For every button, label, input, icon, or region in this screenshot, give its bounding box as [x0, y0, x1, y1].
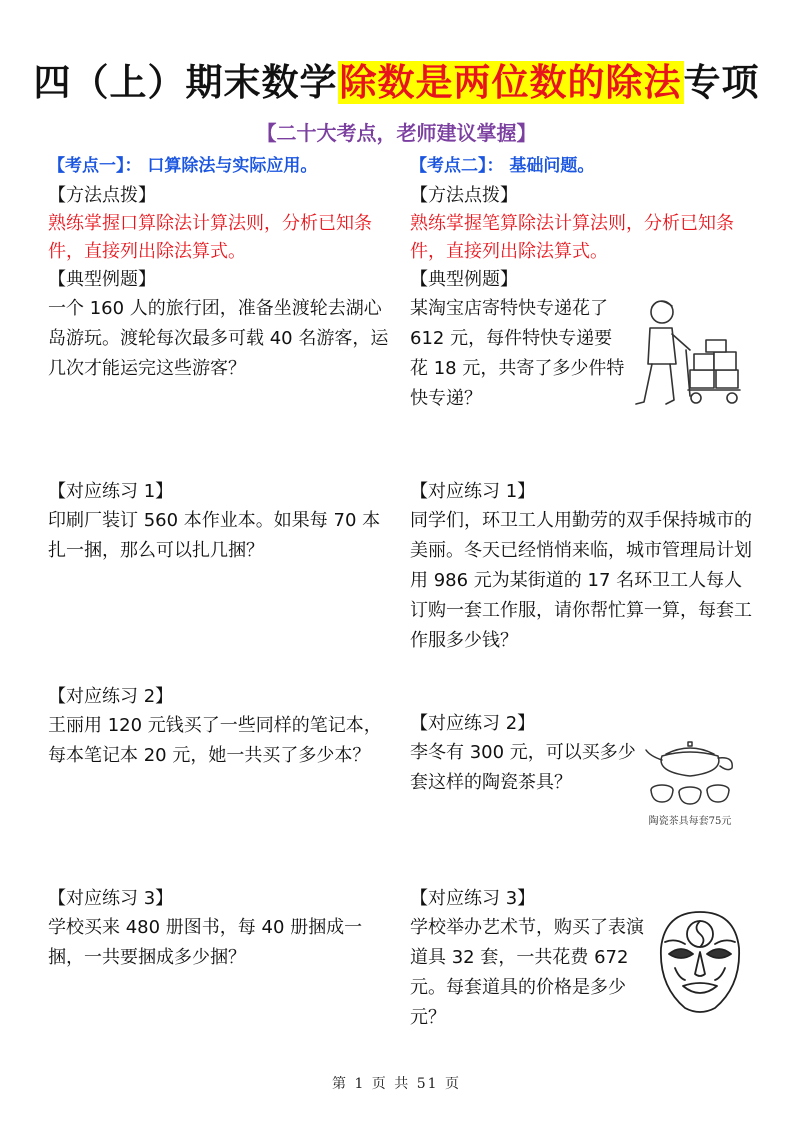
right-method-text: 熟练掌握笔算除法计算法则，分析已知条件，直接列出除法算式。	[410, 213, 734, 262]
left-ex2-text: 王丽用 120 元钱买了一些同样的笔记本，每本笔记本 20 元，她一共买了多少本？	[48, 715, 382, 766]
title-part2: 专项	[683, 61, 760, 104]
right-example-text: 某淘宝店寄特快专递花了 612 元，每件特快专递要花 18 元，共寄了多少件特快专递？	[410, 298, 625, 409]
right-ex1-text: 同学们，环卫工人用勤劳的双手保持城市的美丽。冬天已经悄悄来临，城市管理局计划用 986 元为某街道的 17 名环卫工人每人订购一套工作服，请你帮忙算一算，每套工作服多少钱？	[410, 510, 752, 651]
right-example-label: 【典型例题】	[410, 269, 518, 290]
left-example-text: 一个 160 人的旅行团，准备坐渡轮去湖心岛游玩。渡轮每次最多可载 40 名游客，运几次才能运完这些游客？	[48, 298, 389, 379]
left-ex1-text: 印刷厂装订 560 本作业本。如果每 70 本扎一捆，那么可以扎几捆？	[48, 510, 381, 561]
left-point-heading: 【考点一】： 口算除法与实际应用。	[48, 156, 318, 176]
right-ex1-label: 【对应练习 1】	[410, 481, 536, 502]
left-method-label: 【方法点拨】	[48, 185, 156, 206]
teapot-set-figure	[640, 738, 740, 827]
opera-mask-illustration	[655, 908, 745, 1018]
right-ex2-text: 李冬有 300 元，可以买多少套这样的陶瓷茶具？	[410, 742, 636, 793]
title-part1: 四（上）期末数学	[33, 61, 338, 104]
left-example-label: 【典型例题】	[48, 269, 156, 290]
right-ex2-label: 【对应练习 2】	[410, 713, 536, 734]
page-title	[0, 52, 793, 106]
page-subtitle: 【二十大考点，老师建议掌握】	[256, 121, 537, 145]
teapot-set-illustration	[640, 738, 740, 808]
right-method-label: 【方法点拨】	[410, 185, 518, 206]
right-exercise-1	[410, 478, 755, 656]
right-ex3-text: 学校举办艺术节，购买了表演道具 32 套，一共花费 672 元。每套道具的价格是多少元？	[410, 917, 644, 1028]
left-exercise-2	[48, 683, 388, 771]
left-exercise-1	[48, 478, 388, 566]
right-exercise-3	[410, 885, 645, 1033]
delivery-worker-illustration	[628, 292, 746, 412]
left-ex3-label: 【对应练习 3】	[48, 888, 174, 909]
left-ex1-label: 【对应练习 1】	[48, 481, 174, 502]
right-exercise-2	[410, 710, 640, 798]
left-ex2-label: 【对应练习 2】	[48, 686, 174, 707]
right-ex3-label: 【对应练习 3】	[410, 888, 536, 909]
left-ex3-text: 学校买来 480 册图书，每 40 册捆成一捆，一共要捆成多少捆？	[48, 917, 363, 968]
teapot-price-caption: 陶瓷茶具每套75元	[648, 816, 732, 827]
left-point-section	[48, 150, 398, 384]
title-highlight: 除数是两位数的除法	[339, 61, 682, 104]
left-exercise-3	[48, 885, 388, 973]
page-footer: 第 1 页 共 51 页	[332, 1076, 461, 1092]
left-method-text: 熟练掌握口算除法计算法则，分析已知条件，直接列出除法算式。	[48, 213, 372, 262]
right-point-heading: 【考点二】： 基础问题。	[410, 156, 595, 176]
